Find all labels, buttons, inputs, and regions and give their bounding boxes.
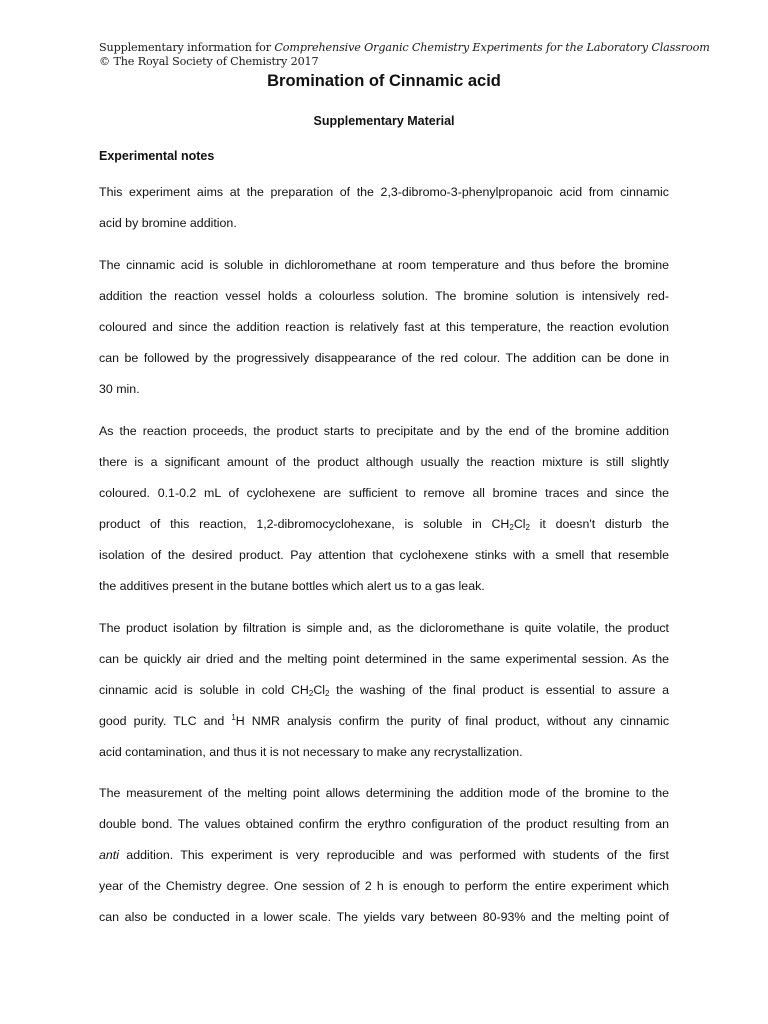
header-line-1: [99, 41, 719, 55]
page-header: [99, 41, 719, 69]
subscript: 2: [525, 523, 530, 532]
paragraph-2: [99, 250, 669, 405]
text-run: Cl: [313, 683, 326, 697]
text-run: product of this reaction, 1,2-dibromocyclohexane, is soluble in CH: [99, 517, 510, 531]
paragraph-line: [99, 675, 669, 706]
paragraph-line: isolation of the desired product. Pay attention that cyclohexene stinks with a smell that resemble: [99, 548, 669, 562]
subscript: 2: [325, 689, 330, 698]
paragraph-line: can also be conducted in a lower scale. The yields vary between 80-93% and the melting point of: [99, 910, 669, 924]
text-run: addition. This experiment is very reproducible and was performed with students of the first: [118, 848, 669, 862]
subscript: 2: [308, 689, 314, 698]
paragraph-line: acid contamination, and thus it is not necessary to make any recrystallization.: [99, 745, 523, 759]
paragraph-line: [99, 509, 669, 540]
paragraph-line: 30 min.: [99, 382, 140, 396]
header-line-2: © The Royal Society of Chemistry 2017: [99, 55, 319, 68]
paragraph-line: there is a significant amount of the product although usually the reaction mixture is still slightly: [99, 455, 669, 469]
text-run: cinnamic acid is soluble in cold CH: [99, 683, 309, 697]
document-title: Bromination of Cinnamic acid: [267, 72, 501, 90]
paragraph-line: As the reaction proceeds, the product starts to precipitate and by the end of the bromine addition: [99, 424, 669, 438]
paragraph-1: [99, 177, 669, 239]
superscript: 1: [231, 713, 236, 722]
paragraph-line: [99, 840, 669, 871]
italic-term: anti: [99, 848, 119, 862]
paragraph-line: the additives present in the butane bottles which alert us to a gas leak.: [99, 579, 485, 593]
paragraph-line: [99, 706, 669, 737]
paragraph-line: acid by bromine addition.: [99, 216, 237, 230]
paragraph-5: [99, 778, 669, 933]
paragraph-4: [99, 613, 669, 768]
text-run: the washing of the final product is essential to assure a: [329, 683, 669, 697]
subscript: 2: [509, 523, 514, 532]
paragraph-line: This experiment aims at the preparation of the 2,3-dibromo-3-phenylpropanoic acid from cinnamic: [99, 185, 669, 199]
paragraph-line: can be followed by the progressively disappearance of the red colour. The addition can be done in: [99, 351, 669, 365]
header-prefix: Supplementary information for: [99, 41, 275, 54]
paragraph-line: year of the Chemistry degree. One session of 2 h is enough to perform the entire experiment which: [99, 879, 669, 893]
paragraph-line: coloured and since the addition reaction is relatively fast at this temperature, the reaction evolution: [99, 320, 669, 334]
header-book-title: Comprehensive Organic Chemistry Experiments for the Laboratory Classroom: [274, 41, 710, 54]
paragraph-line: The product isolation by filtration is simple and, as the dicloromethane is quite volatile, the product: [99, 621, 669, 635]
paragraph-line: double bond. The values obtained confirm the erythro configuration of the product resulting from an: [99, 817, 669, 831]
document-subtitle: Supplementary Material: [313, 114, 455, 128]
paragraph-line: addition the reaction vessel holds a colourless solution. The bromine solution is intensively red-: [99, 289, 669, 303]
section-heading: Experimental notes: [99, 149, 215, 163]
paragraph-line: The measurement of the melting point allows determining the addition mode of the bromine to the: [99, 786, 669, 800]
text-run: it doesn't disturb the: [529, 517, 669, 531]
text-run: H NMR analysis confirm the purity of final product, without any cinnamic: [235, 714, 669, 728]
text-run: Cl: [513, 517, 526, 531]
paragraph-3: [99, 416, 669, 602]
paragraph-line: can be quickly air dried and the melting point determined in the same experimental session. As the: [99, 652, 669, 666]
paragraph-line: coloured. 0.1-0.2 mL of cyclohexene are sufficient to remove all bromine traces and since the: [99, 486, 669, 500]
text-run: good purity. TLC and: [99, 714, 232, 728]
paragraph-line: The cinnamic acid is soluble in dichloromethane at room temperature and thus before the bromine: [99, 258, 669, 272]
